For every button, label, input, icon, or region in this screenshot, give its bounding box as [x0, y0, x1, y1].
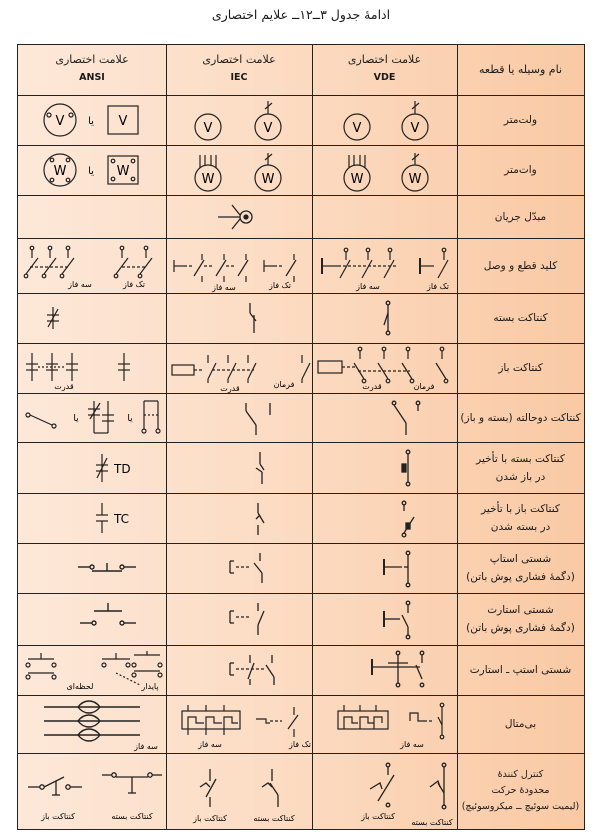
delayed-nc-vde-symbol: [312, 442, 457, 493]
svg-text:W: W: [408, 172, 422, 187]
wattmeter-vde-symbol: [312, 145, 457, 195]
voltmeter-iec-symbol: [166, 95, 312, 145]
svg-text:قدرت: قدرت: [220, 384, 240, 393]
bimetal-vde-symbol: [312, 695, 457, 753]
svg-text:W: W: [350, 172, 364, 187]
row-name-start-button: شستی استارت (دگمهٔ فشاری پوش باتن): [466, 604, 575, 634]
current-transformer-iec-symbol: [166, 195, 312, 238]
row-name-stop-start-button: شستی استپ ـ استارت: [469, 664, 572, 676]
svg-text:لحظه‌ای: لحظه‌ای: [66, 682, 94, 691]
table-caption: ادامهٔ جدول ۳ــ۱۲ــ علایم اختصاری: [211, 7, 391, 22]
svg-text:یا: یا: [73, 414, 79, 424]
row-name-changeover-contact: کنتاکت دوحالته (بسته و باز): [460, 411, 581, 424]
svg-text:V: V: [55, 114, 65, 129]
svg-text:کنتاکت بسته: کنتاکت بسته: [253, 814, 295, 823]
svg-text:W: W: [116, 164, 130, 179]
changeover-contact-iec-symbol: [166, 393, 312, 442]
switch-vde-symbol: [312, 238, 457, 293]
row-name-no-contact: کنتاکت باز: [498, 362, 543, 374]
svg-text:یا: یا: [127, 414, 133, 424]
symbol-table: [17, 44, 585, 830]
wattmeter-ansi-symbol: [18, 145, 166, 195]
row-name-current-transformer: مبدّل جریان: [494, 210, 547, 223]
row-name-delayed-no: کنتاکت باز با تأخیر در بسته شدن: [481, 503, 560, 533]
header-ansi: علامت اختصاری ANSI: [55, 53, 129, 83]
svg-text:یا: یا: [88, 166, 94, 177]
bimetal-ansi-symbol: [18, 695, 166, 753]
row-name-delayed-nc: کنتاکت بسته با تأخیر در باز شدن: [476, 452, 565, 483]
changeover-contact-ansi-symbol: [18, 393, 166, 442]
svg-text:V: V: [203, 121, 213, 136]
row-name-nc-contact: کنتاکت بسته: [493, 312, 548, 324]
row-name-wattmeter: وات‌متر: [504, 164, 537, 176]
start-button-iec-symbol: [166, 593, 312, 645]
stop-start-ansi-symbol: [18, 645, 166, 695]
svg-text:کنتاکت بسته: کنتاکت بسته: [411, 818, 453, 827]
no-contact-ansi-symbol: [18, 343, 166, 393]
switch-ansi-symbol: [18, 238, 166, 293]
row-name-bimetal: بی‌متال: [504, 718, 537, 730]
svg-text:سه فاز: سه فاز: [356, 282, 380, 291]
stop-start-vde-symbol: [312, 645, 457, 695]
svg-text:V: V: [410, 121, 420, 136]
svg-text:تک فاز: تک فاز: [122, 280, 146, 289]
stop-button-ansi-symbol: [18, 543, 166, 593]
svg-text:سه فاز: سه فاز: [198, 740, 222, 749]
delayed-nc-ansi-symbol: [18, 442, 166, 493]
bimetal-iec-symbol: [166, 695, 312, 753]
svg-text:TD: TD: [114, 462, 131, 476]
changeover-contact-vde-symbol: [312, 393, 457, 442]
nc-contact-ansi-symbol: [18, 293, 166, 343]
svg-text:V: V: [352, 121, 362, 136]
svg-text:سه فاز: سه فاز: [212, 283, 236, 292]
row-name-limit-switch: کنترل کنندهٔ محدودهٔ حرکت (لیمیت سوئیچ ــ میکروسوئیچ): [461, 769, 580, 812]
svg-text:فرمان: فرمان: [273, 380, 295, 389]
svg-text:تک فاز: تک فاز: [288, 740, 312, 749]
svg-text:قدرت: قدرت: [54, 382, 74, 391]
svg-text:پایدار: پایدار: [141, 682, 159, 691]
nc-contact-iec-symbol: [166, 293, 312, 343]
no-contact-vde-symbol: [312, 343, 457, 393]
svg-text:V: V: [118, 114, 128, 129]
voltmeter-ansi-symbol: [18, 95, 166, 145]
start-button-vde-symbol: [312, 593, 457, 645]
svg-text:W: W: [261, 172, 275, 187]
header-iec: علامت اختصاری IEC: [202, 53, 276, 83]
svg-text:سه فاز: سه فاز: [68, 280, 92, 289]
stop-button-vde-symbol: [312, 543, 457, 593]
svg-text:تک فاز: تک فاز: [268, 281, 292, 290]
svg-text:کنتاکت باز: کنتاکت باز: [41, 812, 75, 821]
delayed-no-vde-symbol: [312, 493, 457, 543]
wattmeter-iec-symbol: [166, 145, 312, 195]
row-name-voltmeter: ولت‌متر: [503, 114, 538, 126]
svg-text:V: V: [263, 121, 273, 136]
svg-text:سه فاز: سه فاز: [400, 740, 424, 749]
svg-text:کنتاکت باز: کنتاکت باز: [193, 814, 227, 823]
voltmeter-vde-symbol: [312, 95, 457, 145]
stop-start-iec-symbol: [166, 645, 312, 695]
svg-text:TC: TC: [114, 512, 130, 526]
no-contact-iec-symbol: [166, 343, 312, 393]
stop-button-iec-symbol: [166, 543, 312, 593]
delayed-nc-iec-symbol: [166, 442, 312, 493]
svg-text:W: W: [53, 164, 67, 179]
limit-switch-ansi-symbol: [18, 753, 166, 829]
svg-text:تک فاز: تک فاز: [426, 282, 450, 291]
limit-switch-iec-symbol: [166, 753, 312, 829]
limit-switch-vde-symbol: [312, 753, 457, 829]
header-vde: علامت اختصاری VDE: [347, 53, 422, 83]
start-button-ansi-symbol: [18, 593, 166, 645]
svg-text:W: W: [201, 172, 215, 187]
row-name-stop-button: شستی استاپ (دگمهٔ فشاری پوش باتن): [466, 553, 575, 583]
header-name: نام وسیله یا قطعه: [479, 63, 562, 76]
svg-text:قدرت: قدرت: [362, 382, 382, 391]
delayed-no-ansi-symbol: [18, 493, 166, 543]
svg-text:سه فاز: سه فاز: [134, 742, 158, 751]
svg-text:کنتاکت بسته: کنتاکت بسته: [111, 812, 153, 821]
row-name-switch: کلید قطع و وصل: [483, 259, 558, 272]
svg-text:یا: یا: [88, 116, 94, 127]
svg-text:فرمان: فرمان: [413, 382, 435, 391]
switch-iec-symbol: [166, 238, 312, 293]
delayed-no-iec-symbol: [166, 493, 312, 543]
svg-text:کنتاکت باز: کنتاکت باز: [361, 812, 395, 821]
nc-contact-vde-symbol: [312, 293, 457, 343]
